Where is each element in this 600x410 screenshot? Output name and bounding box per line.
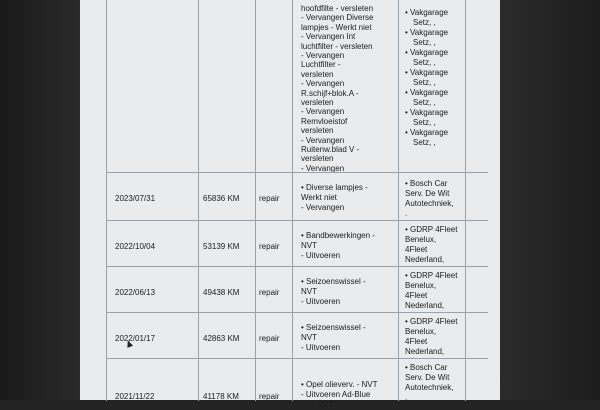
date-text: 2022/01/17: [115, 334, 156, 343]
date-text: 2022/10/04: [115, 242, 156, 251]
work-line: • Seizoenswissel -: [301, 323, 366, 332]
work-line: versleten: [301, 69, 334, 79]
work-line: - Vervangen: [301, 79, 345, 89]
date-cell: [106, 173, 199, 221]
garage-cell: [398, 0, 466, 172]
garage-line: Benelux,: [405, 281, 437, 290]
work-line: • Bandbewerkingen -: [301, 231, 375, 240]
work-line: Luchtfilter -: [301, 60, 341, 70]
date-cell: [106, 0, 199, 172]
garage-line: • Vakgarage: [405, 128, 449, 137]
work-line: - Uitvoeren: [301, 297, 341, 306]
table-row: [106, 172, 488, 221]
km-cell: [198, 359, 256, 401]
work-line: NVT: [301, 333, 317, 342]
km-cell: [198, 173, 256, 221]
work-line: Remvloeistof: [301, 116, 348, 126]
garage-line: • Vakgarage: [405, 88, 449, 97]
work-line: - Uitvoeren: [301, 343, 341, 352]
work-line: hoofdfilte - versleten: [301, 4, 374, 13]
garage-line: • GDRP 4Fleet: [405, 225, 458, 234]
garage-line: Nederland,: [405, 301, 445, 310]
garage-cell: [398, 221, 466, 267]
garage-line: Setz, ,: [413, 78, 436, 87]
date-text: 2021/11/22: [115, 392, 155, 401]
work-line: NVT: [301, 241, 317, 250]
date-cell: [106, 359, 199, 401]
km-cell: [198, 221, 256, 267]
garage-line: Nederland,: [405, 347, 445, 356]
work-line: .... - NVT: [301, 400, 333, 409]
type-cell: [255, 0, 293, 172]
km-text: 49438 KM: [203, 288, 240, 297]
document-page: [80, 0, 500, 409]
work-cell: [292, 267, 399, 313]
garage-cell: [398, 173, 466, 221]
garage-line: Setz, ,: [413, 38, 436, 47]
type-text: repair: [259, 242, 280, 251]
garage-line: • Vakgarage: [405, 8, 449, 17]
garage-line: .: [405, 209, 408, 218]
work-line: versleten: [301, 126, 334, 136]
work-line: • Opel olieverv. - NVT: [301, 380, 378, 389]
work-line: versleten: [301, 98, 334, 107]
garage-line: • Vakgarage: [405, 68, 449, 77]
garage-line: • Bosch Car: [405, 179, 448, 188]
garage-line: • GDRP 4Fleet: [405, 271, 458, 280]
garage-line: Autotechniek,: [405, 199, 454, 208]
work-line: - Vervangen: [301, 135, 345, 145]
work-line: R.schijf+blok.A -: [301, 88, 359, 98]
work-cell: [292, 173, 399, 221]
date-cell: [106, 267, 199, 313]
garage-line: .: [405, 393, 408, 402]
work-line: versleten: [301, 154, 334, 164]
km-text: 42863 KM: [203, 334, 240, 343]
background-right: [500, 0, 600, 400]
type-text: repair: [259, 288, 280, 297]
date-cell: [106, 313, 199, 359]
garage-cell: [398, 359, 466, 401]
work-line: - Vervangen: [301, 107, 345, 117]
work-line: Werkt niet: [301, 193, 337, 202]
garage-line: 4Fleet: [405, 245, 428, 254]
work-line: NVT: [301, 287, 317, 296]
km-cell: [198, 313, 256, 359]
garage-line: Setz, ,: [413, 18, 436, 27]
work-line: Ruitenw.blad V -: [301, 145, 360, 154]
garage-line: Serv. De Wit: [405, 189, 450, 198]
table-row: [106, 312, 488, 359]
km-text: 53139 KM: [203, 242, 240, 251]
km-cell: [198, 267, 256, 313]
table-row: [106, 266, 488, 313]
work-line: luchtfilter - versleten: [301, 41, 373, 51]
type-cell: [255, 173, 293, 221]
type-cell: [255, 221, 293, 267]
work-line: - Uitvoeren: [301, 251, 341, 260]
work-line: • Seizoenswissel -: [301, 277, 366, 286]
date-text: 2022/06/13: [115, 288, 156, 297]
table-row: [106, 0, 488, 172]
type-cell: [255, 267, 293, 313]
garage-line: • Bosch Car: [405, 363, 448, 372]
garage-line: 4Fleet: [405, 337, 428, 346]
garage-line: Setz, ,: [413, 138, 436, 147]
work-line: - Vervangen Diverse: [301, 13, 374, 23]
work-cell: [292, 359, 399, 409]
type-text: repair: [259, 194, 280, 203]
km-cell: [198, 0, 256, 172]
work-line: • Diverse lampjes -: [301, 183, 368, 192]
garage-line: Serv. De Wit: [405, 373, 450, 382]
garage-line: Setz, ,: [413, 98, 436, 107]
table-row: [106, 220, 488, 267]
work-line: lampjes - Werkt niet: [301, 22, 372, 32]
maintenance-table: [106, 4, 488, 409]
work-line: - Vervangen: [301, 203, 345, 212]
garage-line: • Vakgarage: [405, 28, 449, 37]
type-cell: [255, 359, 293, 401]
garage-cell: [398, 267, 466, 313]
type-text: repair: [259, 334, 280, 343]
km-text: 41178 KM: [203, 392, 239, 401]
garage-line: Setz, ,: [413, 58, 436, 67]
work-line: - Vervangen Int: [301, 32, 356, 42]
work-cell: [292, 0, 399, 172]
garage-line: Setz, ,: [413, 118, 436, 127]
date-text: 2023/07/31: [115, 194, 156, 203]
garage-line: Benelux,: [405, 327, 437, 336]
work-cell: [292, 313, 399, 359]
garage-line: 4Fleet: [405, 291, 428, 300]
garage-cell: [398, 313, 466, 359]
work-line: - Uitvoeren Ad-Blue: [301, 390, 371, 399]
garage-line: • GDRP 4Fleet: [405, 317, 458, 326]
type-text: repair: [259, 392, 280, 401]
km-text: 65836 KM: [203, 194, 240, 203]
garage-line: Autotechniek,: [405, 383, 454, 392]
table-row: [106, 358, 488, 409]
garage-line: • Vakgarage: [405, 48, 449, 57]
background-left: [0, 0, 80, 400]
type-cell: [255, 313, 293, 359]
work-line: - Vervangen: [301, 163, 345, 173]
garage-line: Nederland,: [405, 255, 445, 264]
work-cell: [292, 221, 399, 267]
work-line: - Vervangen: [301, 51, 345, 60]
date-cell: [106, 221, 199, 267]
garage-line: Benelux,: [405, 235, 437, 244]
garage-line: • Vakgarage: [405, 108, 449, 117]
